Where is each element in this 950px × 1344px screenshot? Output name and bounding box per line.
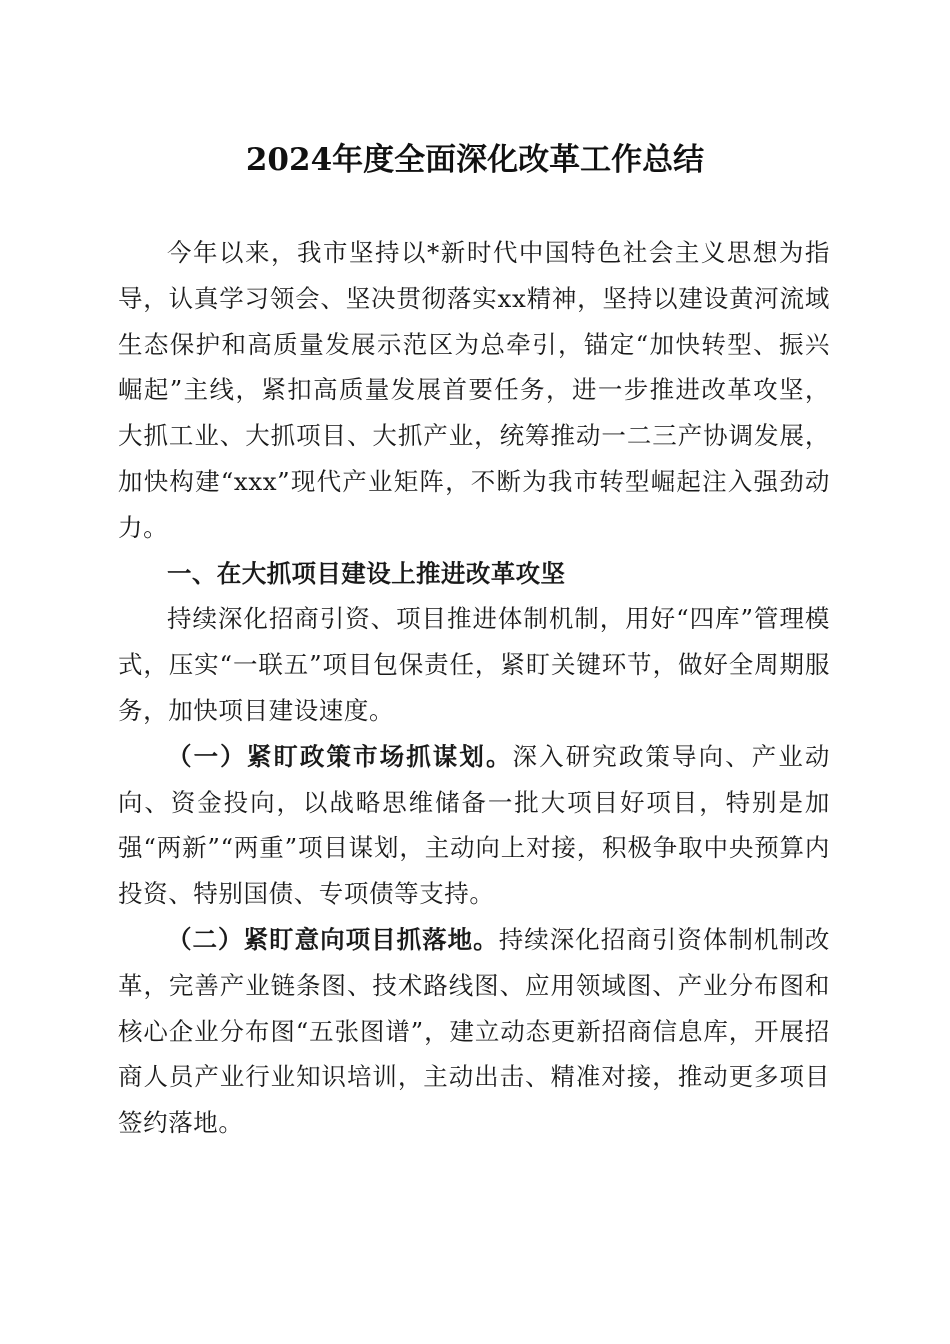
subsection-text: 深入研究政策导向、产业动向、资金投向，以战略思维储备一批大项目好项目，特别是加强“两新”“两重”项目谋划，主动向上对接，积极争取中央预算内投资、特别国债、专项债等支持。 xyxy=(118,741,830,909)
document-title: 2024年度全面深化改革工作总结 xyxy=(245,142,705,178)
section-paragraph: 持续深化招商引资、项目推进体制机制，用好“四库”管理模式，压实“一联五”项目包保责任，紧盯关键环节，做好全周期服务，加快项目建设速度。 xyxy=(118,604,830,725)
subsection-lead: （二）紧盯意向项目抓落地。 xyxy=(167,924,499,954)
subsection-text: 持续深化招商引资体制机制改革，完善产业链条图、技术路线图、应用领域图、产业分布图和核心企业分布图“五张图谱”，建立动态更新招商信息库，开展招商人员产业行业知识培训，主动出击、精准对接，推动更多项目签约落地。 xyxy=(118,924,830,1138)
section-heading: 一、在大抓项目建设上推进改革攻坚 xyxy=(167,558,566,588)
subsection-item xyxy=(118,917,830,1146)
document-body xyxy=(118,230,830,1146)
subsection-lead: （一）紧盯政策市场抓谋划。 xyxy=(167,741,513,771)
subsection-item xyxy=(118,734,830,917)
intro-paragraph: 今年以来，我市坚持以*新时代中国特色社会主义思想为指导，认真学习领会、坚决贯彻落实xx精神，坚持以建设黄河流域生态保护和高质量发展示范区为总牵引，锚定“加快转型、振兴崛起”主线，紧扣高质量发展首要任务，进一步推进改革攻坚，大抓工业、大抓项目、大抓产业，统筹推动一二三产协调发展，加快构建“xxx”现代产业矩阵，不断为我市转型崛起注入强劲动力。 xyxy=(118,238,830,542)
